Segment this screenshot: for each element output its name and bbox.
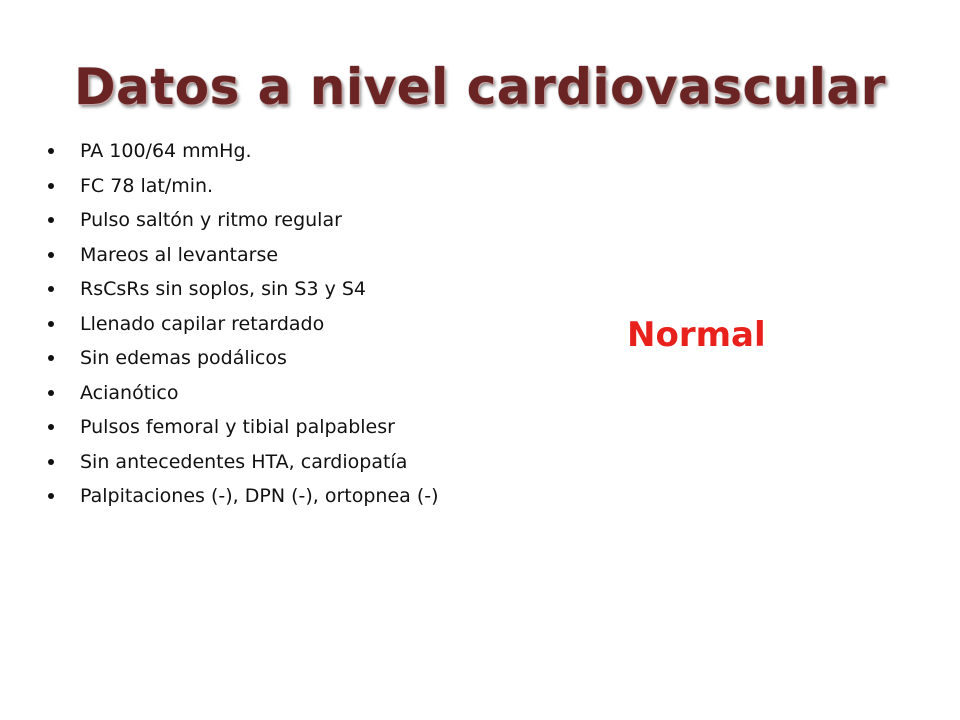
bullet-item (44, 272, 439, 307)
bullet-dot-icon (48, 252, 54, 258)
bullet-item (44, 169, 439, 204)
bullet-text: Pulso saltón y ritmo regular (80, 209, 342, 231)
bullet-item (44, 445, 439, 480)
bullet-text: Llenado capilar retardado (80, 312, 325, 335)
bullet-dot-icon (48, 286, 54, 292)
bullet-dot-icon (48, 321, 54, 327)
bullet-item (44, 341, 439, 376)
bullet-dot-icon (48, 355, 54, 361)
bullet-text: RsCsRs sin soplos, sin S3 y S4 (80, 278, 367, 300)
bullet-text: Pulsos femoral y tibial palpablesr (80, 416, 395, 438)
bullet-item (44, 410, 439, 445)
bullet-text: Palpitaciones (-), DPN (-), ortopnea (-) (80, 485, 439, 507)
bullet-text: PA 100/64 mmHg. (80, 140, 252, 162)
bullet-list (44, 134, 439, 514)
bullet-dot-icon (48, 217, 54, 223)
bullet-item (44, 203, 439, 238)
bullet-item (44, 238, 439, 273)
bullet-text: Sin antecedentes HTA, cardiopatía (80, 450, 408, 473)
slide-title: Datos a nivel cardiovascular (74, 58, 886, 116)
bullet-item (44, 307, 439, 342)
bullet-text: Sin edemas podálicos (80, 347, 287, 369)
bullet-text: FC 78 lat/min. (80, 174, 214, 197)
bullet-item (44, 479, 439, 514)
normal-label: Normal (627, 315, 766, 355)
bullet-item (44, 376, 439, 411)
bullet-dot-icon (48, 459, 54, 465)
bullet-dot-icon (48, 183, 54, 189)
bullet-dot-icon (48, 493, 54, 499)
bullet-dot-icon (48, 390, 54, 396)
bullet-dot-icon (48, 148, 54, 154)
bullet-text: Acianótico (80, 381, 179, 404)
bullet-text: Mareos al levantarse (80, 243, 279, 266)
bullet-item (44, 134, 439, 169)
bullet-dot-icon (48, 424, 54, 430)
